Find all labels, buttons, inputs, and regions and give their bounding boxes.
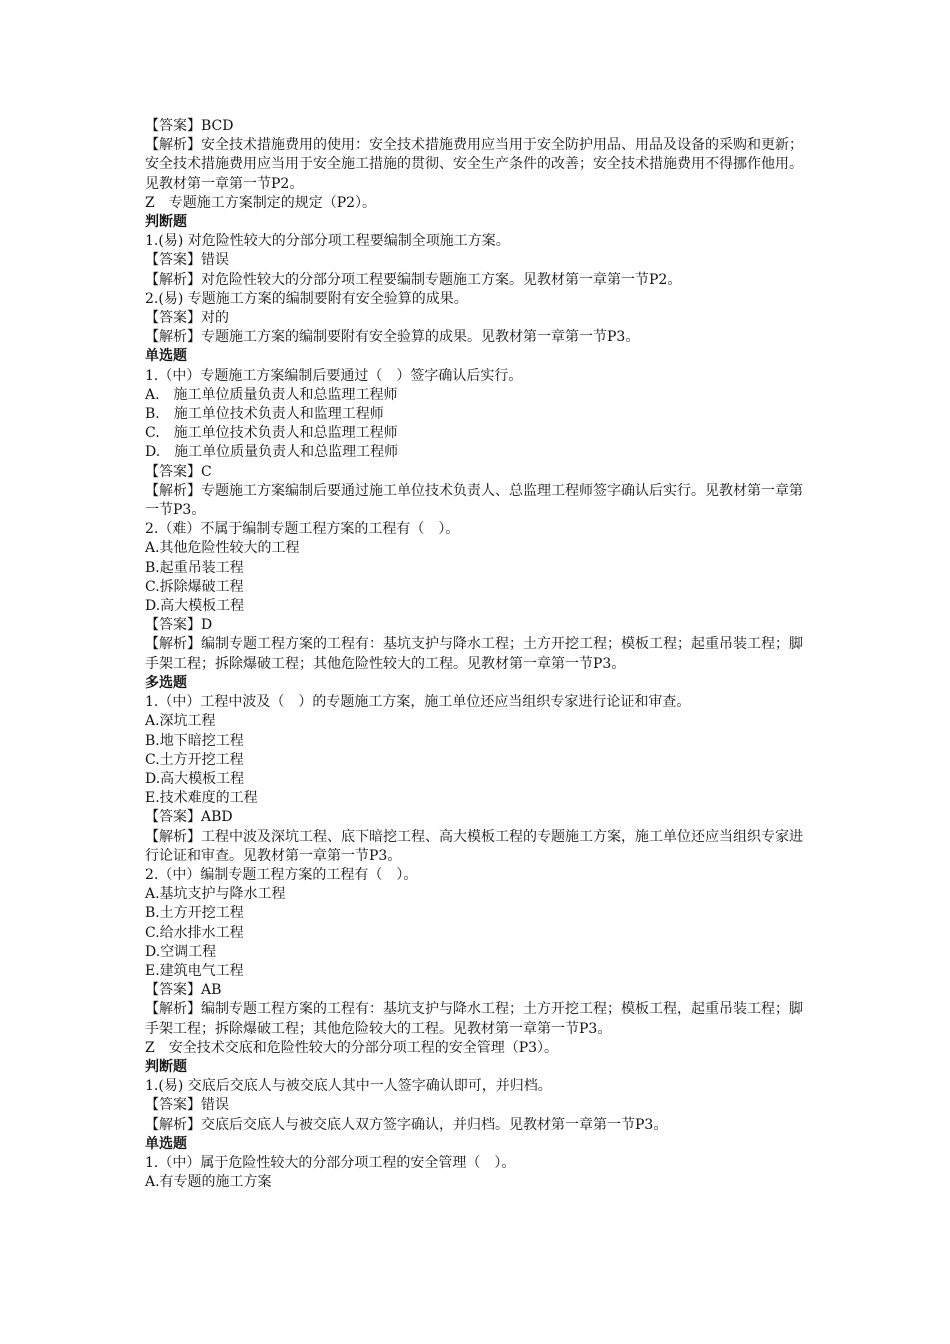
text-line: 【解析】安全技术措施费用的使用：安全技术措施费用应当用于安全防护用品、用品及设备的采购和更新；安全技术措施费用应当用于安全施工措施的贯彻、安全生产条件的改善；安全技术措施费用不得挪作他用。见教材第一章第一节P2。: [145, 137, 803, 192]
text-line: 1.(易) 交底后交底人与被交底人其中一人签字确认即可，并归档。: [145, 1078, 552, 1095]
text-line: 1.(易) 对危险性较大的分部分项工程要编制全项施工方案。: [145, 233, 510, 250]
section-heading: 判断题: [145, 214, 187, 231]
text-line: 【答案】ABD: [145, 809, 233, 826]
text-line: 【答案】AB: [145, 982, 222, 999]
text-line: 2.（中）编制专题工程方案的工程有（ ）。: [145, 866, 418, 883]
text-line: B. 施工单位技术负责人和监理工程师: [145, 406, 384, 423]
text-line: C.给水排水工程: [145, 924, 244, 941]
text-line: 【解析】专题施工方案的编制要附有安全验算的成果。见教材第一章第一节P3。: [145, 329, 640, 346]
text-line: B.起重吊装工程: [145, 559, 244, 576]
text-line: 【答案】对的: [145, 310, 229, 327]
text-line: C.土方开挖工程: [145, 751, 244, 768]
section-heading: 单选题: [145, 348, 187, 365]
text-line: 【解析】工程中波及深坑工程、底下暗挖工程、高大模板工程的专题施工方案，施工单位还应当组织专家进行论证和审查。见教材第一章第一节P3。: [145, 828, 803, 864]
text-line: 【答案】C: [145, 463, 212, 480]
text-line: B.地下暗挖工程: [145, 732, 244, 749]
text-line: D.高大模板工程: [145, 598, 245, 615]
text-line: 1.（中）属于危险性较大的分部分项工程的安全管理（ ）。: [145, 1154, 516, 1171]
text-line: D. 施工单位质量负责人和总监理工程师: [145, 444, 399, 461]
text-line: 【解析】交底后交底人与被交底人双方签字确认，并归档。见教材第一章第一节P3。: [145, 1116, 668, 1133]
text-line: C.拆除爆破工程: [145, 578, 244, 595]
section-heading: 单选题: [145, 1135, 187, 1152]
text-line: 【答案】D: [145, 617, 213, 634]
section-heading: 多选题: [145, 674, 187, 691]
text-line: 1.（中）专题施工方案编制后要通过（ ）签字确认后实行。: [145, 367, 523, 384]
text-line: E.建筑电气工程: [145, 962, 244, 979]
text-line: 【解析】专题施工方案编制后要通过施工单位技术负责人、总监理工程师签字确认后实行。见教材第一章第一节P3。: [145, 482, 803, 519]
text-line: D.空调工程: [145, 943, 217, 960]
text-line: A.基坑支护与降水工程: [145, 886, 286, 903]
text-line: 【答案】错误: [145, 1097, 229, 1114]
text-line: 2.(易) 专题施工方案的编制要附有安全验算的成果。: [145, 290, 468, 307]
text-line: 【解析】编制专题工程方案的工程有：基坑支护与降水工程；土方开挖工程；模板工程，起重吊装工程；脚手架工程；拆除爆破工程；其他危险较大的工程。见教材第一章第一节P3。: [145, 1001, 803, 1037]
text-line: 2.（难）不属于编制专题工程方案的工程有（ ）。: [145, 521, 460, 538]
text-line: D.高大模板工程: [145, 770, 245, 787]
text-line: Z 安全技术交底和危险性较大的分部分项工程的安全管理（P3）。: [145, 1039, 559, 1056]
text-line: B.土方开挖工程: [145, 905, 244, 922]
text-line: A.其他危险性较大的工程: [145, 540, 300, 557]
text-line: A.深坑工程: [145, 713, 216, 730]
section-heading: 判断题: [145, 1058, 187, 1075]
text-line: C. 施工单位技术负责人和总监理工程师: [145, 425, 398, 442]
text-line: 【答案】BCD: [145, 118, 234, 134]
text-line: 1.（中）工程中波及（ ）的专题施工方案，施工单位还应当组织专家进行论证和审查。: [145, 694, 691, 711]
text-line: 【解析】编制专题工程方案的工程有：基坑支护与降水工程；土方开挖工程；模板工程；起重吊装工程；脚手架工程；拆除爆破工程；其他危险性较大的工程。见教材第一章第一节P3。: [145, 636, 803, 672]
text-line: 【答案】错误: [145, 252, 229, 269]
text-line: A.有专题的施工方案: [145, 1174, 272, 1191]
document-page: [145, 117, 815, 1192]
text-line: A. 施工单位质量负责人和总监理工程师: [145, 386, 398, 403]
text-line: E.技术难度的工程: [145, 790, 258, 807]
text-line: 【解析】对危险性较大的分部分项工程要编制专题施工方案。见教材第一章第一节P2。: [145, 271, 682, 288]
text-line: Z 专题施工方案制定的规定（P2）。: [145, 194, 377, 211]
